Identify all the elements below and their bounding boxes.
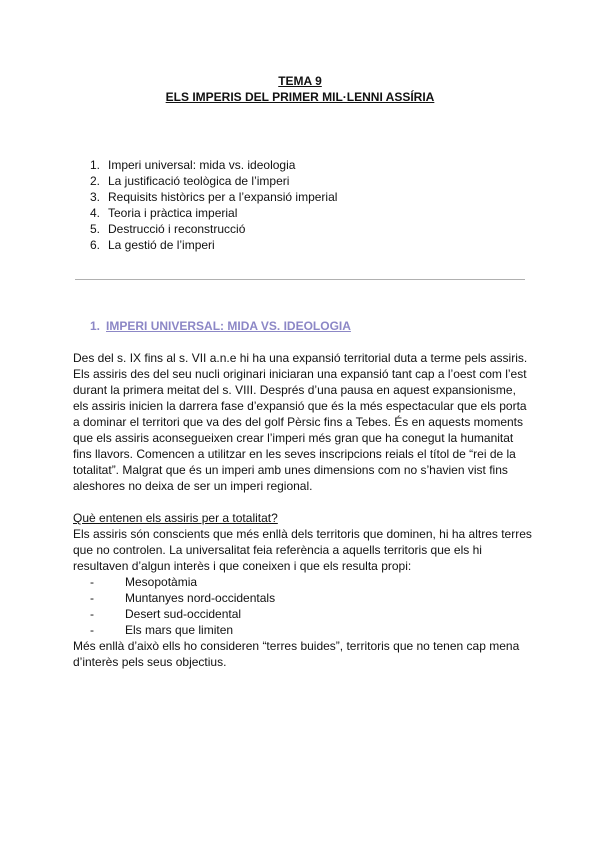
document-title [0, 73, 600, 105]
toc-item-text: La gestió de l’imperi [108, 238, 215, 252]
toc-item-text: Teoria i pràctica imperial [108, 206, 238, 220]
toc-item-text: La justificació teològica de l’imperi [108, 174, 290, 188]
dash-bullet: - [90, 591, 94, 605]
subsection-answer: Els assiris són conscients que més enllà dels territoris que dominen, hi ha altres terres que no controlen. La universalitat feia referència a aquells territoris que els hi resultaven d’algun interès i que coneixen i que els resulta propi: [73, 527, 532, 573]
toc-item [90, 205, 337, 221]
dash-bullet: - [90, 623, 94, 637]
title-line-2: ELS IMPERIS DEL PRIMER MIL·LENNI ASSÍRIA [165, 90, 435, 104]
subsection-question: Què entenen els assiris per a totalitat? [73, 511, 278, 525]
title-line-1: TEMA 9 [278, 74, 322, 88]
list-item-text: Mesopotàmia [125, 575, 198, 589]
horizontal-divider [75, 279, 525, 280]
list-item-text: Desert sud-occidental [125, 607, 242, 621]
toc-item-text: Requisits històrics per a l’expansió imperial [108, 190, 338, 204]
list-item [73, 590, 533, 606]
toc-item [90, 189, 337, 205]
list-item-text: Els mars que limiten [125, 623, 234, 637]
toc-item-number: 3. [90, 190, 101, 204]
dash-bullet: - [90, 575, 94, 589]
dash-bullet: - [90, 607, 94, 621]
intro-paragraph: Des del s. IX fins al s. VII a.n.e hi ha una expansió territorial duta a terme pels assiris. Els assiris des del seu nucli originari iniciaran una expansió tant cap a l’oest com l’est durant la primera meitat del s. VIII. Després d’una pausa en aquest expansionisme, els assiris inicien la darrera fase d’expansió que és la més espectacular que els porta a dominar el territori que va des del golf Pèrsic fins a Tebes. És en aquests moments que els assiris aconsegueixen crear l’imperi més gran que ha conegut la humanitat fins llavors. Comencen a utilitzar en les seves inscripcions reials el títol de “rei de la totalitat”. Malgrat que és un imperi amb unes dimensions com no s’havien vist fins aleshores no deixa de ser un imperi regional. [73, 351, 528, 493]
list-item [73, 622, 533, 638]
toc-item [90, 157, 337, 173]
toc-item [90, 173, 337, 189]
section-body [73, 350, 533, 494]
toc-item-text: Destrucció i reconstrucció [108, 222, 246, 236]
toc-item-text: Imperi universal: mida vs. ideologia [108, 158, 296, 172]
toc-item [90, 237, 337, 253]
closing-paragraph: Més enllà d’això ells ho consideren “terres buides”, territoris que no tenen cap mena d’interès pels seus objectius. [73, 639, 520, 669]
section-number: 1. [90, 319, 101, 333]
toc-item [90, 221, 337, 237]
toc-item-number: 2. [90, 174, 101, 188]
toc-item-number: 4. [90, 206, 101, 220]
list-item [73, 606, 533, 622]
section-title: IMPERI UNIVERSAL: MIDA VS. IDEOLOGIA [106, 319, 351, 333]
territory-list [73, 574, 533, 638]
list-item [73, 574, 533, 590]
toc-item-number: 6. [90, 238, 101, 252]
table-of-contents [90, 157, 337, 253]
totality-subsection [73, 510, 533, 670]
toc-item-number: 1. [90, 158, 101, 172]
toc-item-number: 5. [90, 222, 101, 236]
section-heading [90, 318, 351, 334]
list-item-text: Muntanyes nord-occidentals [125, 591, 276, 605]
